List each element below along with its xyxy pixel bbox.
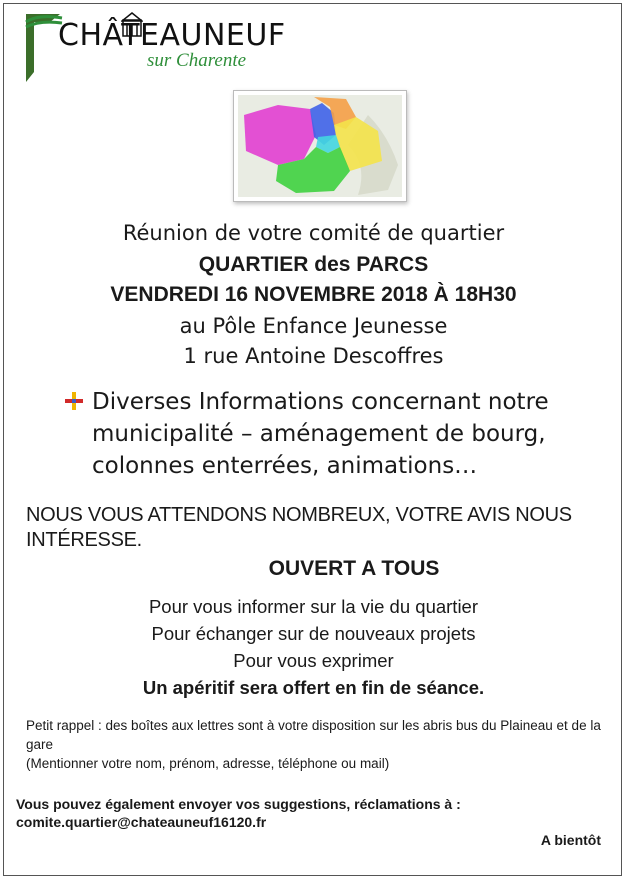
agenda-line: municipalité – aménagement de bourg, [92, 421, 546, 447]
meeting-date: VENDREDI 16 NOVEMBRE 2018 À 18H30 [110, 283, 517, 306]
meeting-address: 1 rue Antoine Descoffres [183, 344, 444, 368]
neighborhood-map [233, 90, 407, 202]
logo-title: CHÂTEAUNEUF [58, 18, 286, 53]
invitation-text: NOUS VOUS ATTENDONS NOMBREUX, VOTRE AVIS NOUS INTÉRESSE. [26, 504, 572, 551]
reminder-line: (Mentionner votre nom, prénom, adresse, téléphone ou mail) [26, 756, 390, 771]
logo-swoosh-icon [24, 12, 64, 30]
meeting-venue: au Pôle Enfance Jeunesse [179, 314, 448, 338]
reminder-line: Petit rappel : des boîtes aux lettres sont à votre disposition sur les abris bus du Plaineau et de la gare [26, 718, 601, 752]
purpose-line: Pour vous exprimer [233, 650, 394, 671]
aperitif-line: Un apéritif sera offert en fin de séance. [142, 677, 485, 698]
contact-email: comite.quartier@chateauneuf16120.fr [16, 814, 267, 830]
quarter-name: QUARTIER des PARCS [198, 253, 429, 276]
purpose-line: Pour échanger sur de nouveaux projets [151, 623, 476, 644]
meeting-title: Réunion de votre comité de quartier [122, 221, 505, 245]
agenda-line: colonnes enterrées, animations… [92, 453, 478, 479]
logo-subtitle: sur Charente [147, 50, 247, 71]
reminder-note [26, 716, 616, 773]
neighborhood-map-image [238, 95, 402, 197]
plus-bullet-icon [64, 391, 84, 411]
agenda-text [92, 386, 549, 482]
agenda-line: Diverses Informations concernant notre [92, 389, 549, 415]
purpose-line: Pour vous informer sur la vie du quartier [148, 596, 479, 617]
suggestions-text: Vous pouvez également envoyer vos suggestions, réclamations à : [16, 796, 461, 812]
town-logo [24, 12, 344, 90]
open-to-all: OUVERT A TOUS [268, 557, 440, 580]
flyer-page [3, 3, 622, 876]
closing-text: A bientôt [540, 832, 601, 848]
